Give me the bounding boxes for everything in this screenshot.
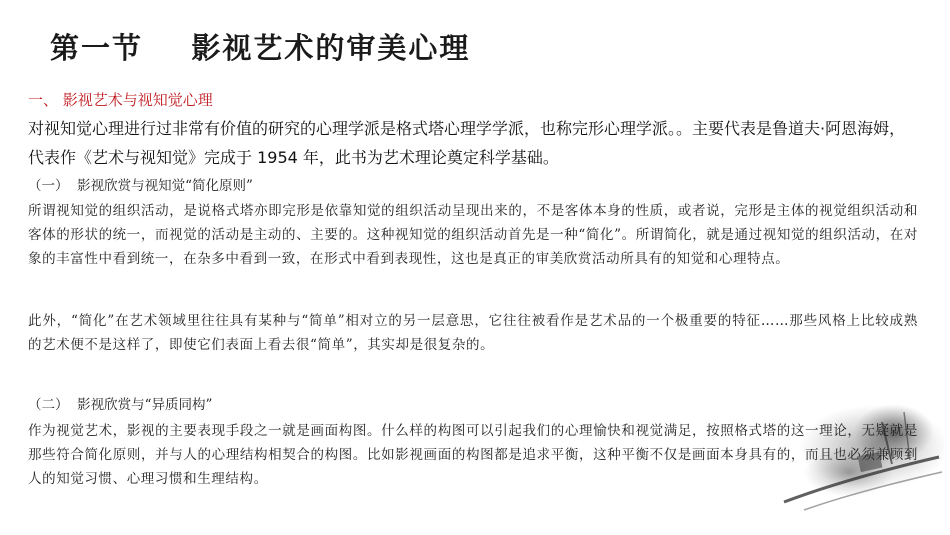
subsection-1-paragraph-2: 此外，“简化”在艺术领域里往往具有某种与“简单”相对立的另一层意思，它往往被看作是艺术品的一个极重要的特征……那些风格上比较成熟的艺术便不是这样了，即使它们表面上看去很“简单”，其实却是很复杂的。 <box>28 313 918 353</box>
intro-paragraph: 对视知觉心理进行过非常有价值的研究的心理学派是格式塔心理学学派，也称完形心理学派。。主要代表是鲁道夫·阿恩海姆，代表作《艺术与视知觉》完成于 1954 年，此书为艺术理论奠定科学基础。 <box>28 119 906 167</box>
subsection-1-paragraph-1: 所谓视知觉的组织活动，是说格式塔亦即完形是依靠知觉的组织活动呈现出来的，不是客体本身的性质，或者说，完形是主体的视觉组织活动和客体的形状的统一，而视觉的活动是主动的、主要的。这种视知觉的组织活动首先是一种“简化”。所谓简化，就是通过视知觉的组织活动，在对象的丰富性中看到统一，在杂多中看到一致，在形式中看到表现性，这也是真正的审美欣赏活动所具有的知觉和心理特点。 <box>28 203 918 267</box>
section-heading: 一、 影视艺术与视知觉心理 <box>28 91 213 109</box>
page-title: 第一节 影视艺术的审美心理 <box>50 31 471 65</box>
subsection-2-paragraph-1: 作为视觉艺术，影视的主要表现手段之一就是画面构图。什么样的构图可以引起我们的心理愉快和视觉满足，按照格式塔的这一理论，无疑就是那些符合简化原则，并与人的心理结构相契合的构图。比如影视画面的构图都是追求平衡，这种平衡不仅是画面本身具有的，而且也必须兼顾到人的知觉习惯、心理习惯和生理结构。 <box>28 423 918 487</box>
subsection-1-heading: （一） 影视欣赏与视知觉“简化原则” <box>28 178 253 194</box>
subsection-2-heading: （二） 影视欣赏与“异质同构” <box>28 397 213 413</box>
